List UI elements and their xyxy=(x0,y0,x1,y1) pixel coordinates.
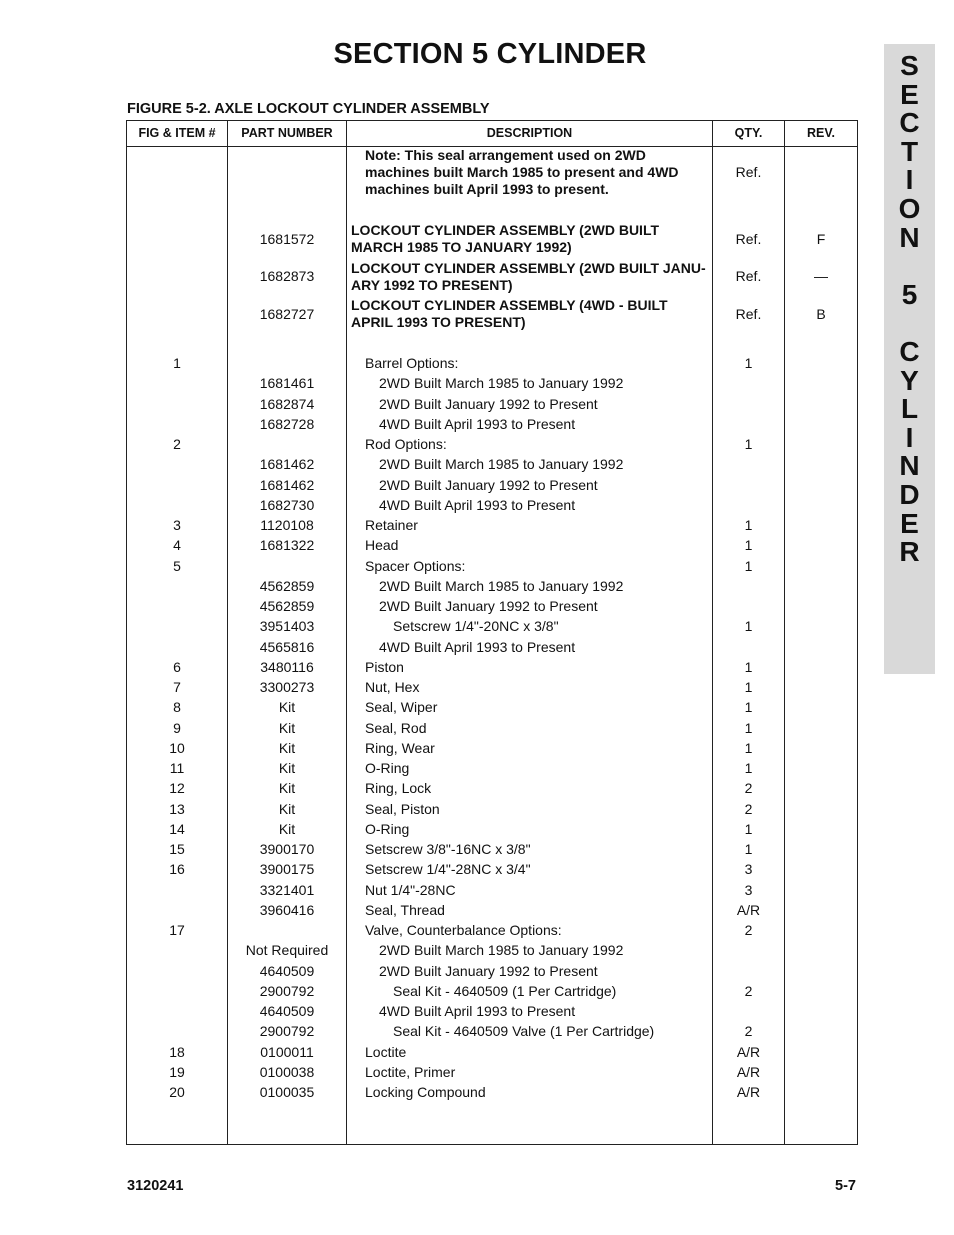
row-qty: A/R xyxy=(736,1063,761,1080)
row-description: 2WD Built January 1992 to Present xyxy=(379,476,598,493)
row-part-number: 1681322 xyxy=(259,537,315,554)
row-fig-item: 13 xyxy=(169,800,185,817)
row-part-number: 4562859 xyxy=(259,598,315,614)
row-qty: 1 xyxy=(744,699,753,716)
row-fig-item: 20 xyxy=(169,1084,185,1100)
row-fig-item: 10 xyxy=(169,739,185,756)
assembly-rev: B xyxy=(816,306,826,322)
row-description: Loctite, Primer xyxy=(365,1063,456,1080)
assembly-qty: Ref. xyxy=(735,306,762,322)
row-part-number: 2900792 xyxy=(259,982,315,999)
row-part-number: Not Required xyxy=(245,942,329,959)
row-part-number: 2900792 xyxy=(259,1023,315,1040)
row-description: Setscrew 3/8"-16NC x 3/8" xyxy=(365,841,531,857)
row-description: Setscrew 1/4"-28NC x 3/4" xyxy=(365,861,531,878)
row-description: Barrel Options: xyxy=(365,355,459,371)
figure-title: FIGURE 5-2. AXLE LOCKOUT CYLINDER ASSEMBLY xyxy=(127,101,490,117)
row-description: 4WD Built April 1993 to Present xyxy=(379,638,576,655)
row-qty: 1 xyxy=(744,739,753,756)
note-description: Note: This seal arrangement used on 2WD machines built March 1985 to present and 4WD machines built April 1993 to present. xyxy=(365,147,679,197)
row-qty: 2 xyxy=(744,982,753,999)
row-fig-item: 6 xyxy=(173,658,181,675)
assembly-rev: — xyxy=(814,268,828,284)
row-part-number: 1681462 xyxy=(259,456,315,473)
row-part-number: Kit xyxy=(278,739,296,756)
header-description: DESCRIPTION xyxy=(486,126,573,140)
row-part-number: 4565816 xyxy=(259,638,315,655)
row-fig-item: 17 xyxy=(169,922,185,938)
header-qty: QTY. xyxy=(734,126,763,140)
row-qty: 1 xyxy=(744,658,753,675)
row-description: Locking Compound xyxy=(365,1084,486,1100)
assembly-qty: Ref. xyxy=(735,268,762,284)
row-description: Ring, Wear xyxy=(365,739,435,756)
row-qty: 2 xyxy=(744,780,753,797)
row-qty: 1 xyxy=(744,679,753,695)
row-qty: 1 xyxy=(744,537,753,554)
assembly-description: LOCKOUT CYLINDER ASSEMBLY (2WD BUILT JANU- ARY 1992 TO PRESENT) xyxy=(351,260,706,293)
row-description: 2WD Built January 1992 to Present xyxy=(379,962,598,979)
row-qty: 1 xyxy=(744,618,753,635)
row-description: Valve, Counterbalance Options: xyxy=(365,922,562,938)
header-rev: REV. xyxy=(806,126,836,140)
header-fig-item: FIG & ITEM # xyxy=(138,126,216,140)
note-qty: Ref. xyxy=(735,164,762,180)
row-fig-item: 19 xyxy=(169,1063,185,1080)
row-fig-item: 8 xyxy=(173,699,181,716)
row-description: 2WD Built March 1985 to January 1992 xyxy=(379,375,624,392)
row-description: Nut, Hex xyxy=(365,679,420,695)
assembly-qty: Ref. xyxy=(735,231,762,247)
row-description: Spacer Options: xyxy=(365,557,466,574)
row-part-number: Kit xyxy=(278,780,296,797)
row-part-number: 4562859 xyxy=(259,577,315,594)
row-part-number: 3300273 xyxy=(259,679,315,695)
row-description: 4WD Built April 1993 to Present xyxy=(379,496,576,513)
row-fig-item: 11 xyxy=(169,760,185,776)
row-fig-item: 7 xyxy=(173,679,181,695)
assembly-description: LOCKOUT CYLINDER ASSEMBLY (2WD BUILT MARCH 1985 TO JANUARY 1992) xyxy=(351,222,660,255)
row-part-number: 0100035 xyxy=(259,1084,315,1100)
row-qty: 3 xyxy=(744,881,753,898)
row-part-number: 0100011 xyxy=(260,1043,314,1060)
row-description: 2WD Built March 1985 to January 1992 xyxy=(379,456,624,473)
row-fig-item: 16 xyxy=(169,861,185,878)
header-part-number: PART NUMBER xyxy=(241,126,333,140)
row-description: Head xyxy=(365,537,399,554)
row-fig-item: 14 xyxy=(169,820,185,837)
row-fig-item: 3 xyxy=(173,517,181,533)
row-part-number: 1682728 xyxy=(259,415,315,432)
row-part-number: Kit xyxy=(278,760,296,776)
row-part-number: 1120108 xyxy=(260,517,314,533)
row-qty: 1 xyxy=(744,760,753,776)
assembly-description: LOCKOUT CYLINDER ASSEMBLY (4WD - BUILT APRIL 1993 TO PRESENT) xyxy=(351,297,668,330)
row-description: Setscrew 1/4"-20NC x 3/8" xyxy=(393,618,559,635)
row-part-number: Kit xyxy=(278,719,296,736)
row-part-number: 3960416 xyxy=(259,901,315,918)
row-part-number: 4640509 xyxy=(259,962,315,979)
row-description: 4WD Built April 1993 to Present xyxy=(379,415,576,432)
row-description: Seal, Piston xyxy=(365,800,440,817)
row-description: Piston xyxy=(365,658,404,675)
assembly-rev: F xyxy=(816,231,826,247)
section-title: SECTION 5 CYLINDER xyxy=(333,38,647,70)
row-description: 2WD Built January 1992 to Present xyxy=(379,598,598,614)
row-description: Nut 1/4"-28NC xyxy=(365,881,456,898)
assembly-part-number: 1681572 xyxy=(259,231,315,247)
assembly-part-number: 1682727 xyxy=(259,306,315,322)
row-description: 4WD Built April 1993 to Present xyxy=(379,1003,576,1019)
row-description: 2WD Built March 1985 to January 1992 xyxy=(379,577,624,594)
row-part-number: 3900170 xyxy=(259,841,315,857)
row-fig-item: 12 xyxy=(169,780,185,797)
row-description: Seal Kit - 4640509 (1 Per Cartridge) xyxy=(393,982,617,999)
row-qty: 1 xyxy=(744,719,753,736)
row-description: Rod Options: xyxy=(365,436,447,452)
row-description: Seal Kit - 4640509 Valve (1 Per Cartridge) xyxy=(393,1023,655,1040)
row-part-number: 1682874 xyxy=(259,395,315,412)
row-qty: 2 xyxy=(744,922,753,938)
row-qty: A/R xyxy=(736,1084,761,1100)
row-part-number: Kit xyxy=(278,820,296,837)
row-fig-item: 2 xyxy=(173,436,181,452)
row-part-number: 1682730 xyxy=(259,496,315,513)
row-part-number: 1681462 xyxy=(259,476,315,493)
row-part-number: 3480116 xyxy=(260,658,314,675)
side-tab-label: S E C T I O N 5 C Y L I N D E R xyxy=(898,50,921,568)
row-qty: 1 xyxy=(744,355,753,371)
row-description: Loctite xyxy=(365,1043,407,1060)
document-number: 3120241 xyxy=(127,1178,184,1194)
row-qty: 1 xyxy=(744,841,753,857)
row-qty: 1 xyxy=(744,820,753,837)
row-fig-item: 4 xyxy=(173,537,181,554)
row-fig-item: 18 xyxy=(169,1043,185,1060)
row-description: Seal, Wiper xyxy=(365,699,438,716)
row-part-number: 3951403 xyxy=(259,618,315,635)
row-part-number: Kit xyxy=(278,699,296,716)
row-fig-item: 1 xyxy=(173,355,181,371)
row-qty: A/R xyxy=(736,1043,761,1060)
row-fig-item: 15 xyxy=(169,841,185,857)
assembly-part-number: 1682873 xyxy=(259,268,315,284)
row-qty: 1 xyxy=(744,517,753,533)
row-fig-item: 5 xyxy=(173,557,181,574)
row-description: 2WD Built January 1992 to Present xyxy=(379,395,598,412)
row-fig-item: 9 xyxy=(173,719,181,736)
row-qty: 2 xyxy=(744,1023,753,1040)
row-qty: 1 xyxy=(744,557,753,574)
row-qty: 2 xyxy=(744,800,753,817)
row-description: 2WD Built March 1985 to January 1992 xyxy=(379,942,624,959)
row-qty: 1 xyxy=(744,436,753,452)
row-qty: A/R xyxy=(736,901,761,918)
row-description: O-Ring xyxy=(365,820,410,837)
row-description: Seal, Rod xyxy=(365,719,427,736)
row-description: Ring, Lock xyxy=(365,780,432,797)
row-qty: 3 xyxy=(744,861,753,878)
row-part-number: 3900175 xyxy=(259,861,315,878)
section-side-tab xyxy=(884,44,935,674)
row-part-number: Kit xyxy=(278,800,296,817)
row-part-number: 0100038 xyxy=(259,1063,315,1080)
row-part-number: 4640509 xyxy=(259,1003,315,1019)
column-divider xyxy=(346,121,347,1144)
row-description: O-Ring xyxy=(365,760,410,776)
page-number: 5-7 xyxy=(835,1178,856,1194)
row-description: Seal, Thread xyxy=(365,901,445,918)
row-description: Retainer xyxy=(365,517,418,533)
row-part-number: 3321401 xyxy=(259,881,315,898)
row-part-number: 1681461 xyxy=(259,375,315,392)
parts-table xyxy=(126,120,858,1145)
